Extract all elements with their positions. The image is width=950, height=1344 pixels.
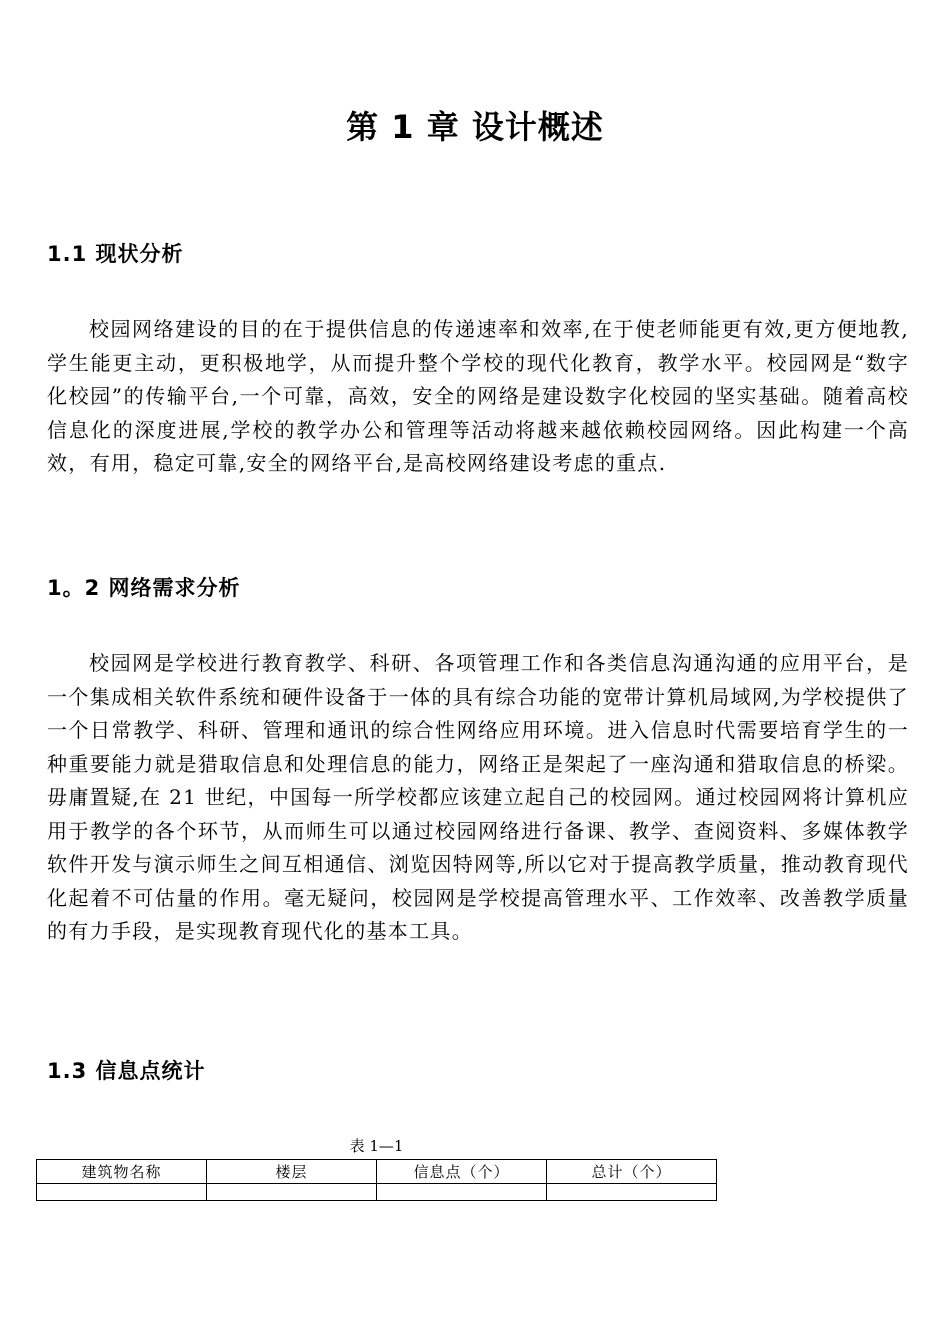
column-header-info-points: 信息点（个） [377, 1160, 547, 1184]
paragraph-status-analysis: 校园网络建设的目的在于提供信息的传递速率和效率,在于使老师能更有效,更方便地教,学生能更主动，更积极地学，从而提升整个学校的现代化教育，教学水平。校园网是“数字化校园”的传输平台,一个可靠，高效，安全的网络是建设数字化校园的坚实基础。随着高校信息化的深度进展,学校的教学办公和管理等活动将越来越依赖校园网络。因此构建一个高效，有用，稳定可靠,安全的网络平台,是高校网络建设考虑的重点. [47, 317, 909, 475]
table-cell [37, 1184, 207, 1201]
chapter-title: 第 1 章 设计概述 [346, 108, 604, 146]
column-header-floor: 楼层 [207, 1160, 377, 1184]
table-cell [207, 1184, 377, 1201]
section-heading-1-2: 1。2 网络需求分析 [47, 576, 241, 600]
column-header-total: 总计（个） [547, 1160, 717, 1184]
section-heading-1-3: 1.3 信息点统计 [47, 1059, 206, 1083]
info-point-table [36, 1159, 717, 1201]
table-caption: 表 1—1 [349, 1137, 404, 1155]
paragraph-network-requirements: 校园网是学校进行教育教学、科研、各项管理工作和各类信息沟通沟通的应用平台，是一个集成相关软件系统和硬件设备于一体的具有综合功能的宽带计算机局域网,为学校提供了一个日常教学、科研、管理和通讯的综合性网络应用环境。进入信息时代需要培育学生的一种重要能力就是猎取信息和处理信息的能力，网络正是架起了一座沟通和猎取信息的桥梁。毋庸置疑,在 21 世纪，中国每一所学校都应该建立起自己的校园网。通过校园网将计算机应用于教学的各个环节，从而师生可以通过校园网络进行备课、教学、查阅资料、多媒体教学软件开发与演示师生之间互相通信、浏览因特网等,所以它对于提高教学质量，推动教育现代化起着不可估量的作用。毫无疑问，校园网是学校提高管理水平、工作效率、改善教学质量的有力手段，是实现教育现代化的基本工具。 [47, 651, 909, 943]
section-heading-1-1: 1.1 现状分析 [47, 242, 184, 266]
table-cell [547, 1184, 717, 1201]
column-header-building: 建筑物名称 [37, 1160, 207, 1184]
table-header-row [37, 1160, 717, 1184]
table-row [37, 1184, 717, 1201]
table-cell [377, 1184, 547, 1201]
